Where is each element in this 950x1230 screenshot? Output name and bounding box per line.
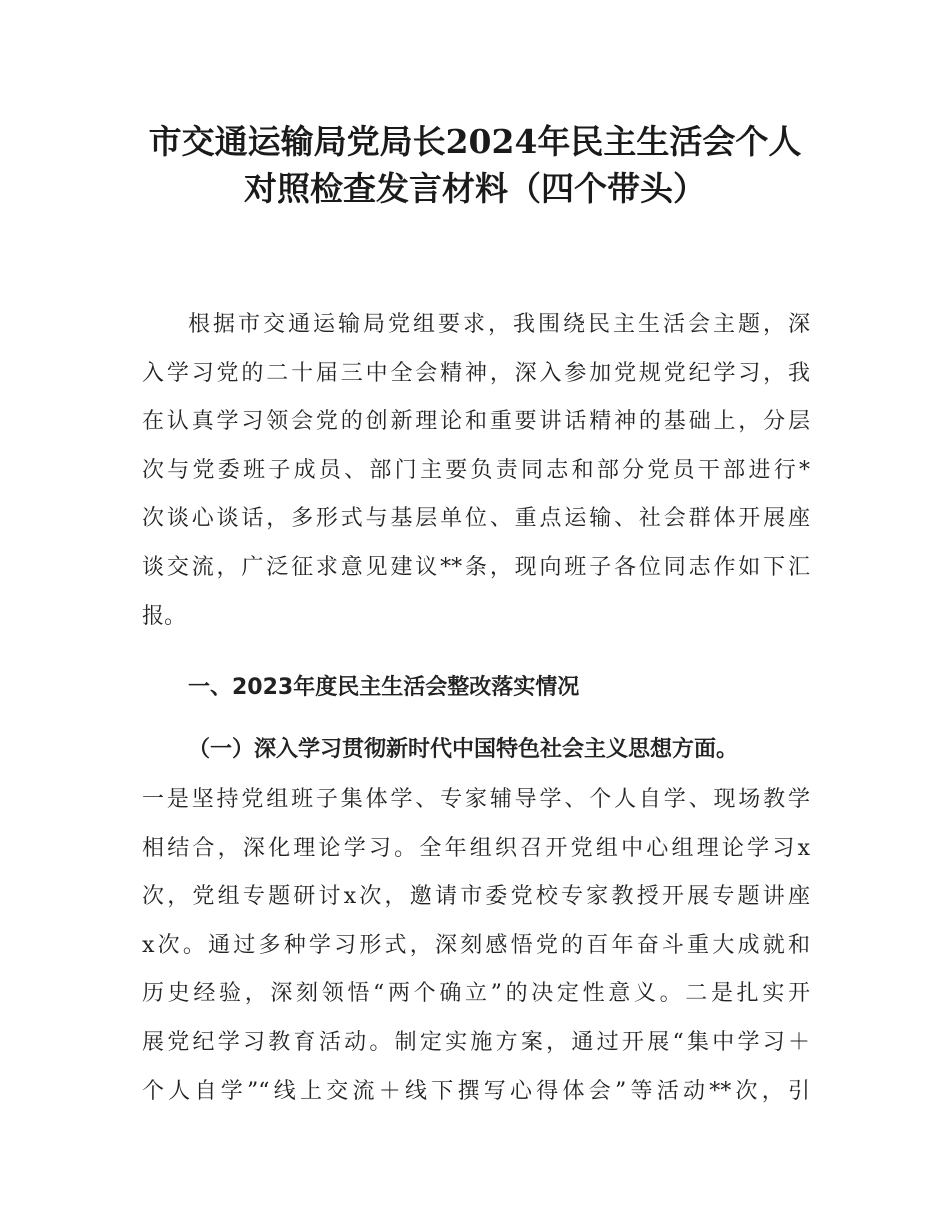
paragraph-line: 一是坚持党组班子集体学、专家辅导学、个人自学、现场教学 — [142, 787, 810, 812]
paragraph-line: 展党纪学习教育活动。制定实施方案，通过开展“集中学习＋ — [142, 1029, 810, 1055]
paragraph-line: 根据市交通运输局党组要求，我围绕民主生活会主题，深 — [188, 312, 810, 337]
paragraph-line: 入学习党的二十届三中全会精神，深入参加党规党纪学习，我 — [142, 360, 810, 386]
section-heading: 一、2023年度民主生活会整改落实情况 — [188, 675, 580, 700]
paragraph-line: 次谈心谈话，多形式与基层单位、重点运输、社会群体开展座 — [142, 506, 810, 532]
paragraph-line: 报。 — [142, 603, 187, 629]
paragraph-line: 谈交流，广泛征求意见建议**条，现向班子各位同志作如下汇 — [142, 554, 810, 580]
title-line-2: 对照检查发言材料（四个带头） — [244, 169, 706, 208]
title-line-1: 市交通运输局党局长2024年民主生活会个人 — [148, 122, 802, 161]
intro-paragraph — [142, 301, 810, 641]
subsection-heading: （一）深入学习贯彻新时代中国特色社会主义思想方面。 — [188, 737, 739, 762]
paragraph-line: 个人自学”“线上交流＋线下撰写心得体会”等活动**次，引 — [142, 1078, 810, 1104]
paragraph-line: 历史经验，深刻领悟“两个确立”的决定性意义。二是扎实开 — [142, 981, 810, 1007]
paragraph-line: 在认真学习领会党的创新理论和重要讲话精神的基础上，分层 — [142, 409, 810, 435]
paragraph-line: 相结合，深化理论学习。全年组织召开党组中心组理论学习x — [142, 835, 810, 861]
paragraph-line: 次与党委班子成员、部门主要负责同志和部分党员干部进行* — [142, 457, 810, 483]
paragraph-line: 次，党组专题研讨x次，邀请市委党校专家教授开展专题讲座 — [142, 884, 810, 910]
document-title — [100, 118, 850, 212]
paragraph-line: x次。通过多种学习形式，深刻感悟党的百年奋斗重大成就和 — [142, 932, 810, 958]
subsection-paragraph — [142, 776, 810, 1116]
